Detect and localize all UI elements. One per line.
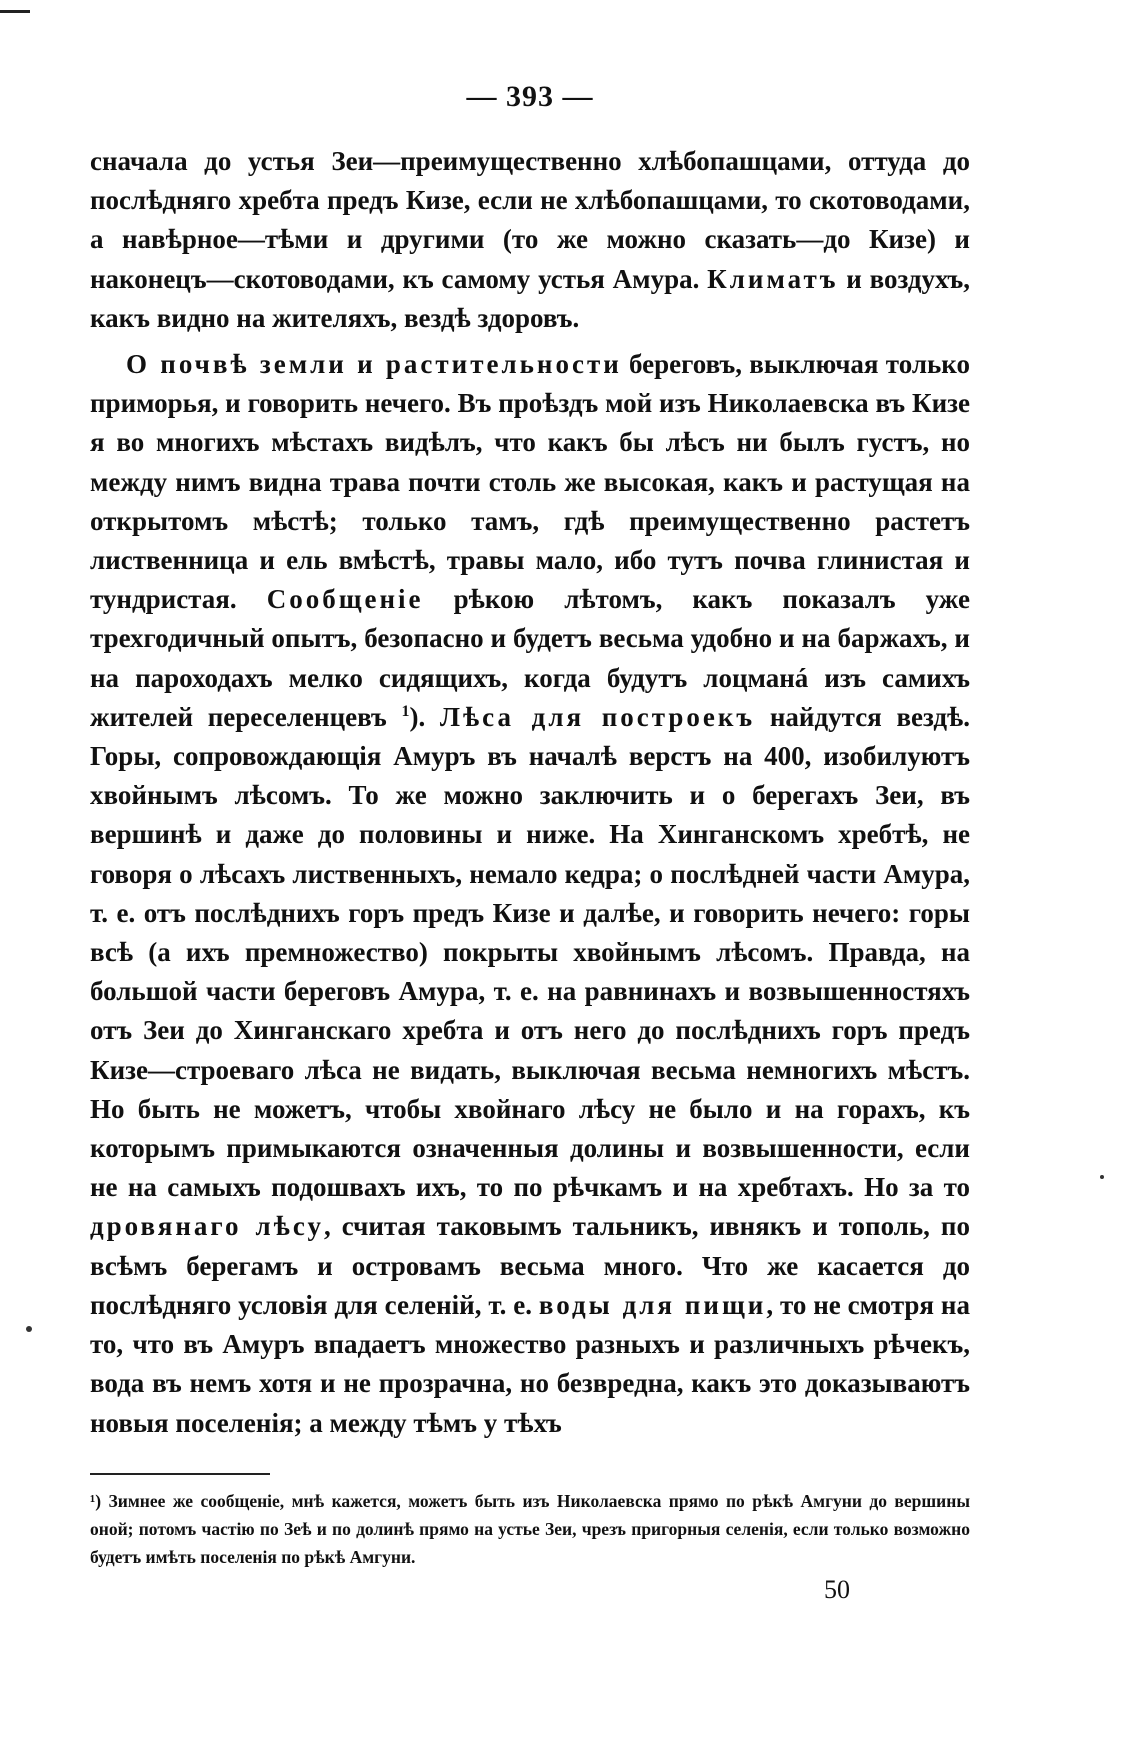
paragraph-2-part-1: береговъ, выключая только приморья, и говорить нечего. Въ проѣздъ мой изъ Николаевска въ Кизе я во многихъ мѣстахъ видѣлъ, что какъ бы лѣсъ ни былъ густъ, но между нимъ видна трава почти столь же высокая, какъ и растущая на открытомъ мѣстѣ; только тамъ, гдѣ преимущественно растетъ лиственница и ель вмѣстѣ, травы мало, ибо тутъ почва глинистая и тундристая. [90, 349, 970, 615]
paragraph-1-part-1: сначала до устья Зеи—преимущественно хлѣбопашцами, оттуда до послѣдняго хребта предъ Кизе, если не хлѣбопашцами, то скотоводами, а навѣрное—тѣми и другими (то же можно сказать—до Кизе) и наконецъ—скотоводами, къ самому устья Амура. [90, 146, 970, 294]
paragraph-2-spaced-5: воды для пищи [538, 1289, 767, 1320]
footnote-marker: ¹) [90, 1490, 102, 1511]
paragraph-1-part-2: и воздухъ, какъ видно на жителяхъ, вездѣ здоровъ. [90, 263, 971, 333]
paragraph-2-part-4: найдутся вездѣ. Горы, сопровождающія Амуръ въ началѣ верстъ на 400, изобилуютъ хвойнымъ лѣсомъ. То же можно заключить и о берегахъ Зеи, въ вершинѣ и даже до половины и ниже. На Хинганскомъ хребтѣ, не говоря о лѣсахъ лиственныхъ, немало кедра; о послѣдней части Амура, т. е. отъ послѣднихъ горъ предъ Кизе и далѣе, и говорить нечего: горы всѣ (а ихъ премножество) покрыты хвойнымъ лѣсомъ. Правда, на большой части береговъ Амура, т. е. на равнинахъ и возвышенностяхъ отъ Зеи до Хинганскаго хребта и отъ него до послѣднихъ горъ предъ Кизе—строеваго лѣса не видать, выключая весьма немногихъ мѣстъ. Но быть не можетъ, чтобы хвойнаго лѣсу не было и на горахъ, къ которымъ примыкаются означенныя долины и возвышенности, если не на самыхъ подошвахъ ихъ, то по рѣчкамъ и на хребтахъ. Но за то [90, 701, 970, 1203]
footnote [90, 1487, 970, 1571]
paragraph-2-spaced-2: Сообщеніе [266, 584, 424, 615]
footnote-text: Зимнее же сообщеніе, мнѣ кажется, можетъ быть изъ Николаевска прямо по рѣкѣ Амгуни до вершины оной; потомъ частію по Зеѣ и по долинѣ прямо на устье Зеи, чрезъ пригорныя селенія, если только возможно будетъ имѣть поселенія по рѣкѣ Амгуни. [90, 1490, 970, 1567]
paragraph-2-part-3: ). [409, 701, 440, 732]
paragraph-2-part-6: , то не смотря на то, что въ Амуръ впадаетъ множество разныхъ и различныхъ рѣчекъ, вода въ немъ хотя и не прозрачна, но безвредна, какъ это доказываютъ новыя поселенія; а между тѣмъ у тѣхъ [90, 1289, 970, 1438]
body-text [90, 142, 970, 1443]
stray-dot-right [1100, 1175, 1104, 1179]
paragraph-2-part-5: , считая таковымъ тальникъ, ивнякъ и тополь, по всѣмъ берегамъ и островамъ весьма много. Что же касается до послѣдняго условія для селеній, т. е. [90, 1211, 970, 1320]
footnote-divider [90, 1473, 270, 1475]
stray-dot-left [26, 1326, 32, 1332]
footnote-reference: 1 [401, 702, 410, 720]
paragraph-2-spaced-4: дровянаго лѣсу [90, 1211, 324, 1242]
page-number: — 393 — [466, 80, 594, 113]
paragraph-2 [90, 345, 970, 1443]
paragraph-2-part-2: рѣкою лѣтомъ, какъ показалъ уже трехгодичный опытъ, безопасно и будетъ весьма удобно и на баржахъ, и на пароходахъ мелко сидящихъ, когда будутъ лоцманá изъ самихъ жителей переселенцевъ [90, 584, 970, 732]
paragraph-2-spaced-3: Лѣса для построекъ [439, 701, 756, 732]
document-page [90, 80, 970, 1605]
page-edge-mark [0, 10, 30, 13]
signature-mark: 50 [824, 1574, 850, 1604]
paragraph-1 [90, 142, 970, 338]
paragraph-1-spaced-1: Климатъ [707, 263, 839, 294]
paragraph-2-spaced-1: О почвѣ земли и растительности [126, 349, 622, 380]
